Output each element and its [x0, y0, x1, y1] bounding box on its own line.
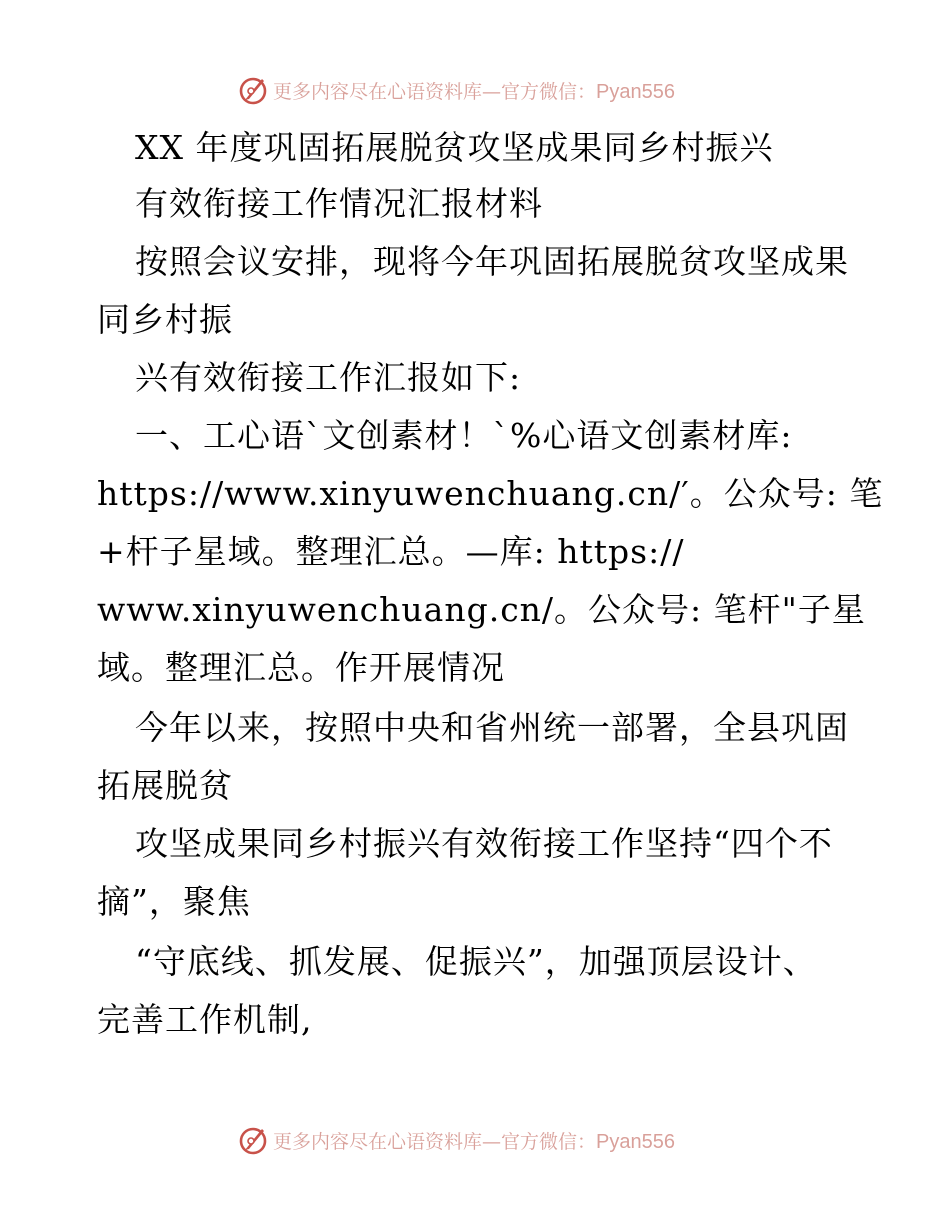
paragraph-line: 摘”，聚焦 [97, 882, 251, 921]
paragraph-line: 同乡村振 [97, 300, 233, 339]
doc-title-line-2: 有效衔接工作情况汇报材料 [135, 184, 543, 223]
paragraph-line: +杆子星域。整理汇总。—库: https:// [97, 532, 685, 571]
watermark-cn: 更多内容尽在心语资料库 [273, 80, 483, 103]
quill-circle-logo-icon [237, 74, 269, 106]
paragraph-line: 今年以来，按照中央和省州统一部署，全县巩固 [135, 708, 849, 747]
paragraph-line: 按照会议安排，现将今年巩固拓展脱贫攻坚成果 [135, 242, 849, 281]
watermark-text [273, 1127, 675, 1154]
watermark-wechat-id: Pyan556 [596, 1130, 675, 1153]
section-heading-line: 一、工心语`文创素材！`%心语文创素材库: [135, 416, 793, 455]
paragraph-line: www.xinyuwenchuang.cn/。公众号: 笔杆"子星 [97, 590, 866, 629]
watermark-wechat-label: 官方微信： [501, 1130, 597, 1153]
paragraph-line: 攻坚成果同乡村振兴有效衔接工作坚持“四个不 [135, 824, 833, 863]
paragraph-line: 兴有效衔接工作汇报如下: [135, 358, 522, 397]
paragraph-line: https://www.xinyuwenchuang.cn/′。公众号: 笔 [97, 474, 884, 513]
watermark-separator: — [482, 1130, 502, 1153]
paragraph-line: 完善工作机制, [97, 1000, 313, 1039]
watermark-wechat-id: Pyan556 [596, 80, 675, 103]
watermark-cn: 更多内容尽在心语资料库 [273, 1130, 483, 1153]
quill-circle-logo-icon [237, 1124, 269, 1156]
watermark-text [273, 77, 675, 104]
header-watermark [237, 72, 675, 108]
doc-title-line-1: XX 年度巩固拓展脱贫攻坚成果同乡村振兴 [135, 128, 774, 167]
paragraph-line: 拓展脱贫 [97, 766, 233, 805]
paragraph-line: “守底线、抓发展、促振兴”，加强顶层设计、 [135, 942, 817, 981]
paragraph-line: 域。整理汇总。作开展情况 [97, 648, 505, 687]
watermark-separator: — [482, 80, 502, 103]
watermark-wechat-label: 官方微信： [501, 80, 597, 103]
footer-watermark [237, 1122, 675, 1158]
